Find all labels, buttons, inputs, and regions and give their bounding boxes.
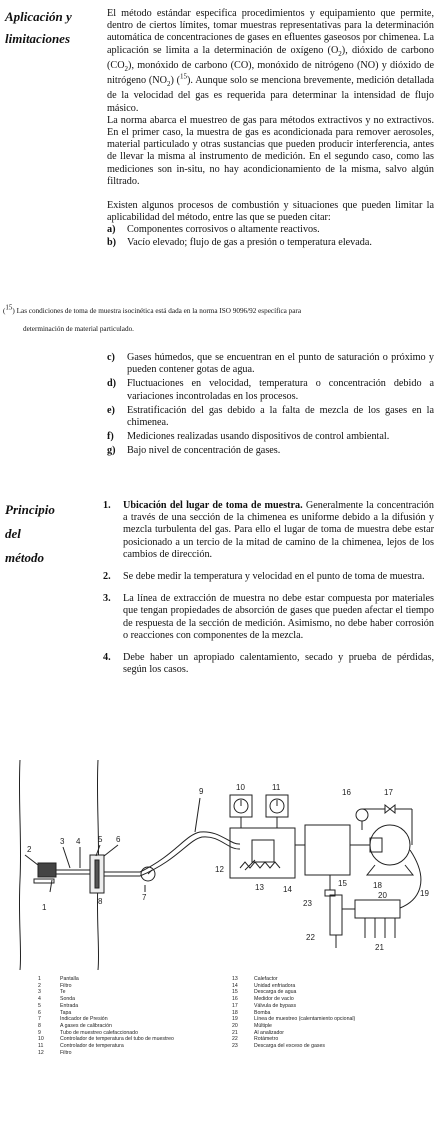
legend-text: Calefactor (254, 976, 278, 982)
legend-row (38, 1030, 218, 1037)
principle-item-3: 3. La línea de extracción de muestra no debe estar compuesta por materiales que tengan propiedades de absorción de gases que pueden afectar el tiempo de respuesta de la sección de medición. Asimismo, no debe haber corrosión o reacciones con componentes de la mezcla. (103, 593, 434, 641)
footnote-ref: 15 (180, 72, 188, 81)
limits-list-a (107, 224, 434, 248)
legend-text: Línea de muestreo (calentamiento opcional) (254, 1016, 356, 1023)
diagram-label: 19 (420, 889, 429, 898)
legend-number: 11 (38, 1043, 44, 1050)
legend-text: Múltiple (254, 1022, 272, 1029)
diagram-label: 13 (255, 883, 264, 892)
legend-row (232, 1003, 432, 1010)
legend-text: Sonda (60, 996, 76, 1003)
heated-tube (140, 832, 240, 872)
probe-screen (34, 879, 54, 883)
legend-number: 7 (38, 1016, 41, 1023)
list-item (107, 445, 434, 457)
list-item (107, 431, 434, 443)
diagram-label: 21 (375, 943, 384, 952)
list-item (107, 224, 434, 236)
diagram-label: 18 (373, 881, 382, 890)
principle-item-1: 1. Ubicación del lugar de toma de muestra. Generalmente la concentración a través de una sección de la chimenea es uniforme debido a la difusión y mezcla turbulenta del gas. Para ello el lugar de toma de muestra debe estar posicionado a un tercio de la mitad de camino de la chimenea, lejos de los cambios de dirección. (103, 500, 434, 560)
legend-number: 3 (38, 989, 41, 996)
list-item-text: Mediciones realizadas usando dispositivos de control ambiental. (127, 431, 390, 443)
legend-row (232, 989, 432, 996)
list-item (107, 237, 434, 249)
legend-number: 15 (232, 989, 238, 996)
list-item (107, 378, 434, 402)
section-body-aplicacion (107, 8, 434, 249)
legend-text: Unidad enfriadora (254, 982, 296, 989)
legend-number: 19 (232, 1016, 238, 1023)
list-item-label: d) (107, 378, 117, 390)
diagram-label: 15 (338, 879, 347, 888)
legend-number: 22 (232, 1036, 238, 1043)
legend-text: Entrada (60, 1002, 79, 1009)
legend-row (38, 1050, 218, 1057)
legend-text: Descarga de agua (254, 989, 297, 996)
principle-item-2: 2. Se debe medir la temperatura y velocidad en el punto de toma de muestra. (103, 571, 425, 583)
legend-text: Al analizador (254, 1029, 284, 1036)
section-heading-aplicacion: Aplicación y limitaciones (5, 9, 72, 46)
list-item-text: Gases húmedos, que se encuentran en el punto de saturación o próximo y pueden contener gotas de agua. (127, 352, 434, 376)
legend-row (38, 1023, 218, 1030)
legend-text: Controlador de temperatura (60, 1043, 124, 1050)
legend-row (232, 1036, 432, 1043)
limits-list-b (107, 352, 434, 458)
bypass-valve (385, 805, 395, 813)
diagram-label: 10 (236, 783, 245, 792)
legend-number: 4 (38, 996, 41, 1003)
sample-line-19 (400, 850, 421, 908)
diagram-label: 3 (60, 837, 65, 846)
pump (370, 825, 410, 865)
diagram-label: 1 (42, 903, 47, 912)
diagram-label: 16 (342, 788, 351, 797)
heater-coil (240, 862, 280, 868)
legend-number: 5 (38, 1002, 41, 1009)
legend-row (38, 976, 218, 983)
diagram-label: 23 (303, 899, 312, 908)
legend-number: 9 (38, 1029, 41, 1036)
diagram-label: 8 (98, 897, 103, 906)
list-item-label: e) (107, 404, 115, 416)
legend-number: 21 (232, 1029, 238, 1036)
paragraph-scope: El método estándar especifica procedimientos y equipamiento que permite, dentro de ciertos límites, tomar muestras representativas para la determinación automática de concentraciones de gases en efluentes gaseosos por chimenea. La aplicación se limita a la determinación de oxígeno $(O_2)$, dióxido de carbono $(CO_2)$, monóxido de carbono (CO), monóxido de nitrógeno (NO) y dióxido de nitrógeno $(NO_2)$ ($^{15}$). Aunque solo se menciona brevemente, medición detallada de la velocidad del gas es requerida para determinar la intensidad de flujo másico. (107, 8, 434, 114)
manifold (355, 900, 400, 918)
list-item (107, 352, 434, 376)
legend-number: 23 (232, 1043, 238, 1050)
diagram-label: 9 (199, 787, 204, 796)
legend-row (232, 996, 432, 1003)
legend-text: Pantalla (60, 976, 79, 982)
diagram-label: 12 (215, 865, 224, 874)
legend-row (38, 1036, 218, 1043)
diagram-label: 2 (27, 845, 32, 854)
list-item-label: g) (107, 445, 116, 457)
list-item-text: Estratificación del gas debido a la falta de mezcla de los gases en la chimenea. (127, 404, 434, 429)
legend-row (38, 1043, 218, 1050)
list-item-label: f) (107, 431, 114, 443)
legend-number: 12 (38, 1049, 44, 1056)
diagram-label: 6 (116, 835, 121, 844)
legend-number: 16 (232, 996, 238, 1003)
list-item-label: a) (107, 224, 116, 236)
legend-left (38, 976, 218, 1056)
vacuum-gauge (356, 809, 368, 821)
diagram-label: 22 (306, 933, 315, 942)
legend-text: Controlador de temperatura del tubo de muestreo (60, 1036, 174, 1043)
legend-text: Indicador de Presión (60, 1016, 108, 1023)
legend-row (38, 1003, 218, 1010)
legend-text: Válvula de bypass (254, 1002, 297, 1009)
legend-text: Rotámetro (254, 1036, 279, 1043)
legend-number: 14 (232, 982, 238, 989)
heated-filter-box (230, 828, 295, 878)
legend-row (38, 1016, 218, 1023)
legend-right (232, 976, 432, 1050)
cooler-unit (305, 825, 350, 875)
probe-filter (38, 863, 56, 877)
legend-text: Te (60, 989, 66, 996)
paragraph-extractive: La norma abarca el muestreo de gas para métodos extractivos y no extractivos. En el primer caso, la muestra de gas es acondicionada para remover aerosoles, material particulado y otras sustancias que pueden producir interferencia, antes de llevar la misma al instrumento de medición. En el segundo caso, como las mediciones son in-situ, no hay acondicionamiento de la misma, salvo algún filtrado. (107, 114, 434, 187)
footnote: (15) Las condiciones de toma de muestra isocinética está dada en la norma ISO 9096/92 específica para determinación de material particulado. (3, 303, 302, 333)
chimney-wall-left (19, 760, 20, 970)
list-item-label: c) (107, 352, 115, 363)
list-item-text: Fluctuaciones en velocidad, temperatura o concentración debido a variaciones incontroladas en los procesos. (127, 378, 434, 402)
legend-text: Tapa (60, 1009, 72, 1016)
list-item-text: Bajo nivel de concentración de gases. (127, 445, 281, 457)
diagram-label: 4 (76, 837, 81, 846)
legend-text: Descarga del exceso de gases (254, 1043, 325, 1050)
diagram-label: 17 (384, 788, 393, 797)
legend-row (38, 983, 218, 990)
legend-number: 20 (232, 1022, 238, 1029)
list-item-text: Componentes corrosivos o altamente reactivos. (127, 224, 320, 236)
section-body-principio (103, 500, 434, 676)
legend-text: Filtro (60, 982, 72, 989)
legend-row (38, 1010, 218, 1017)
legend-row (232, 1043, 432, 1050)
diagram-label: 7 (142, 893, 147, 902)
legend-number: 10 (38, 1036, 44, 1043)
legend-number: 6 (38, 1009, 41, 1016)
legend-row (232, 1010, 432, 1017)
filter-12 (252, 840, 274, 862)
diagram-label: 20 (378, 891, 387, 900)
legend-row (38, 989, 218, 996)
paragraph-limits: Existen algunos procesos de combustión y situaciones que pueden limitar la aplicabilidad del método, entre las que se pueden citar: (107, 199, 434, 224)
list-item-text: Vacío elevado; flujo de gas a presión o temperatura elevada. (127, 236, 372, 248)
legend-number: 8 (38, 1022, 41, 1029)
legend-text: A gases de calibración (60, 1022, 112, 1029)
section-heading-principio: Principio del método (5, 502, 55, 565)
principle-item-4: 4. Debe haber un apropiado calentamiento, secado y prueba de pérdidas, según los casos. (103, 652, 434, 676)
legend-text: Tubo de muestreo calefaccionado (60, 1029, 138, 1036)
legend-number: 1 (38, 976, 41, 982)
legend-row (232, 983, 432, 990)
list-item-label: b) (107, 236, 117, 248)
legend-number: 2 (38, 982, 41, 989)
legend-row (232, 976, 432, 983)
rotameter (330, 895, 342, 935)
diagram-label: 14 (283, 885, 292, 894)
legend-row (232, 1016, 432, 1023)
legend-number: 18 (232, 1009, 238, 1016)
legend-row (232, 1023, 432, 1030)
legend-number: 17 (232, 1002, 238, 1009)
diagram-label: 5 (98, 835, 103, 844)
legend-row (38, 996, 218, 1003)
legend-text: Filtro (60, 1049, 72, 1056)
legend-text: Medidor de vacío (254, 996, 294, 1003)
list-item (107, 405, 434, 429)
legend-number: 13 (232, 976, 238, 982)
legend-row (232, 1030, 432, 1037)
legend-text: Bomba (254, 1009, 271, 1016)
sampling-system-diagram (0, 760, 439, 970)
diagram-label: 11 (272, 783, 281, 792)
